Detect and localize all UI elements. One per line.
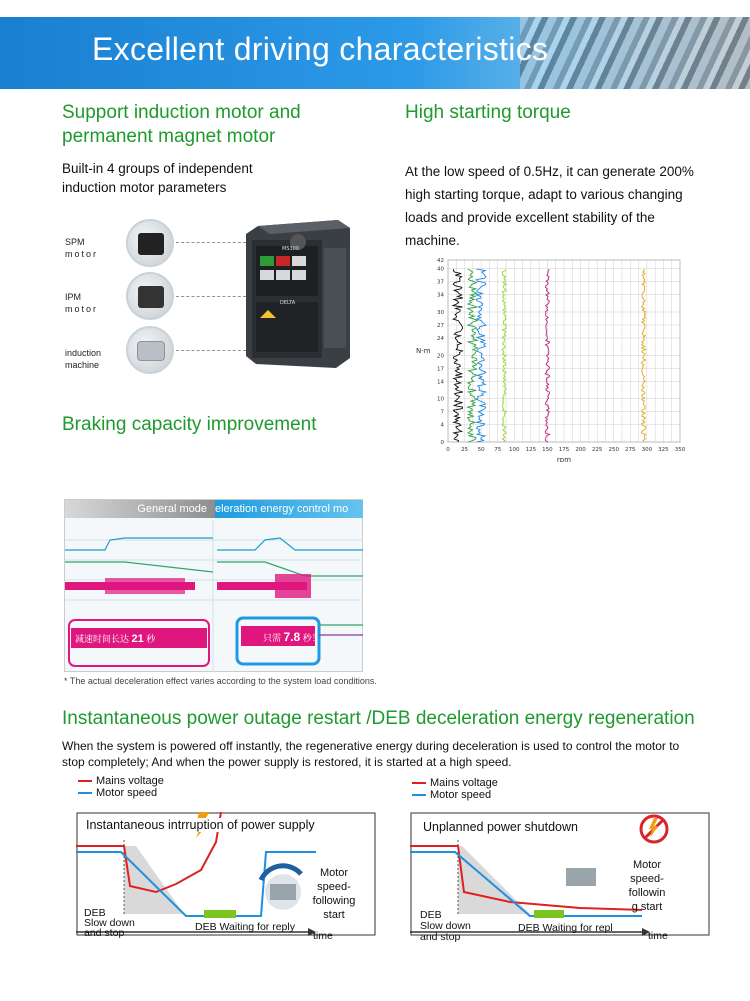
- torque-desc-line1: At the low speed of 0.5Hz, it can generate 200%: [405, 164, 694, 179]
- x-tick-label: 175: [558, 447, 570, 453]
- x-tick-label: 250: [608, 447, 619, 453]
- induction-motor-icon: [126, 326, 174, 374]
- general-time-label: 减速时间长达: [75, 634, 130, 644]
- decel-time-unit: 秒！: [302, 633, 321, 643]
- mains-swatch: [412, 782, 426, 784]
- drive-brand: DELTA: [280, 300, 296, 306]
- y-tick-label: 40: [437, 266, 444, 273]
- torque-desc-line4: machine.: [405, 233, 460, 248]
- legend-mains-right: [412, 777, 498, 789]
- x-tick-label: 50: [477, 447, 485, 453]
- right-legend: [412, 777, 498, 801]
- left-deb: DEB: [84, 907, 106, 919]
- ac-drive-image: [246, 218, 352, 368]
- torque-desc-line3: loads and provide excellent stability of the: [405, 210, 655, 225]
- decel-time-label: 只需: [263, 633, 282, 643]
- y-tick-label: 4: [440, 422, 444, 429]
- left-motor-caption: [306, 866, 362, 922]
- torque-heading: High starting torque: [405, 102, 571, 123]
- right-deb: DEB: [420, 909, 442, 921]
- ipm-label-line1: IPM: [65, 292, 82, 302]
- general-time-caption: [75, 632, 155, 645]
- spm-label-line1: SPM: [65, 237, 85, 247]
- y-tick-label: 34: [437, 292, 444, 299]
- y-tick-label: 20: [437, 353, 444, 360]
- page-title: Excellent driving characteristics: [92, 31, 549, 67]
- title-banner: [0, 17, 750, 89]
- left-time-label: time: [313, 930, 333, 942]
- legend-mains-label: Mains voltage: [430, 777, 498, 789]
- right-deb-waiting: DEB Waiting for repl: [518, 922, 613, 934]
- right-motor-line3: followin: [628, 887, 666, 899]
- x-tick-label: 350: [674, 447, 686, 453]
- drive-model: MS300: [282, 246, 300, 252]
- x-tick-label: 300: [641, 447, 653, 453]
- y-tick-label: 30: [437, 310, 444, 316]
- motor-desc-line1: Built-in 4 groups of independent: [62, 161, 253, 176]
- x-tick-label: 275: [625, 447, 636, 453]
- right-motor-line1: Motor: [632, 859, 662, 871]
- y-tick-label: 37: [437, 279, 444, 286]
- right-and-stop: and stop: [420, 931, 461, 943]
- decel-time-value: 7.8: [283, 630, 301, 644]
- y-tick-label: 42: [437, 258, 444, 264]
- legend-speed-right: [412, 789, 498, 801]
- speed-swatch: [412, 794, 426, 796]
- connector-line: [176, 296, 246, 297]
- legend-speed-label: Motor speed: [430, 789, 492, 801]
- legend-mains-label: Mains voltage: [96, 775, 164, 787]
- y-tick-label: 14: [437, 379, 444, 386]
- x-tick-label: 75: [494, 447, 502, 453]
- left-diagram-title: [86, 818, 315, 832]
- connector-line: [176, 242, 246, 243]
- left-legend: [78, 775, 164, 799]
- x-tick-label: 325: [658, 447, 669, 453]
- motor-heading-line1: Support induction motor and: [62, 102, 301, 123]
- tab-general-mode: General mode: [65, 500, 215, 518]
- torque-desc-line2: high starting torque, adapt to various changing: [405, 187, 683, 202]
- ipm-label: [65, 291, 98, 315]
- right-motor-line4: g start: [631, 901, 663, 913]
- mains-swatch: [78, 780, 92, 782]
- y-tick-label: 17: [437, 366, 444, 373]
- y-tick-label: 24: [437, 336, 444, 342]
- right-motor-line2: speed-: [630, 873, 664, 885]
- general-time-value: 21: [131, 633, 144, 645]
- braking-heading: Braking capacity improvement: [62, 414, 317, 435]
- decel-time-caption: [263, 630, 321, 644]
- left-title-part2: rruption of power supply: [181, 818, 315, 832]
- left-motor-line1: Motor: [319, 867, 349, 879]
- right-time-label: time: [648, 930, 668, 942]
- braking-waveforms: [65, 520, 363, 672]
- spm-label: [65, 236, 98, 260]
- spm-label-line2: motor: [65, 249, 99, 259]
- induction-label-line2: machine: [65, 360, 100, 370]
- legend-speed-label: Motor speed: [96, 787, 158, 799]
- y-tick-label: 0: [440, 440, 444, 446]
- left-and-stop: and stop: [84, 927, 125, 939]
- torque-chart: [408, 252, 690, 462]
- connector-line: [176, 350, 246, 351]
- tab-decel-mode: eleration energy control mo: [215, 500, 363, 518]
- power-desc-line1: When the system is powered off instantly, the regenerative energy during deceleration is used to control the motor to: [62, 739, 680, 753]
- power-heading: Instantaneous power outage restart /DEB deceleration energy regeneration: [62, 708, 695, 729]
- x-tick-label: 150: [542, 447, 553, 453]
- y-axis-label: N-m: [416, 347, 431, 355]
- spm-motor-icon: [126, 219, 174, 267]
- y-tick-label: 10: [437, 396, 444, 403]
- braking-comparison: [64, 499, 363, 672]
- left-motor-line3: following: [312, 895, 356, 907]
- y-tick-label: 27: [437, 323, 444, 329]
- legend-mains: [78, 775, 164, 787]
- x-tick-label: 25: [461, 447, 469, 453]
- left-deb-waiting: DEB Waiting for reply: [195, 921, 295, 933]
- left-slow-down: Slow down: [84, 917, 135, 929]
- motor-heading-line2: permanent magnet motor: [62, 126, 276, 147]
- x-axis-label: rpm: [556, 456, 572, 462]
- left-deb-label: [84, 908, 135, 938]
- x-tick-label: 125: [525, 447, 537, 453]
- left-motor-line2: speed-: [317, 881, 351, 893]
- right-diagram-title: Unplanned power shutdown: [423, 820, 578, 834]
- x-tick-label: 225: [591, 447, 603, 453]
- left-title-part1: Instantaneous int: [86, 818, 182, 832]
- x-tick-label: 0: [446, 447, 450, 453]
- induction-label: [65, 347, 101, 371]
- y-tick-label: 7: [440, 409, 444, 416]
- left-motor-line4: start: [323, 909, 345, 921]
- ipm-label-line2: motor: [65, 304, 99, 314]
- power-desc-line2: stop completely; And when the power supply is restored, it is started at a high speed.: [62, 755, 512, 769]
- x-tick-label: 100: [509, 447, 520, 453]
- speed-swatch: [78, 792, 92, 794]
- right-deb-label: [420, 910, 471, 943]
- right-motor-caption: [622, 858, 672, 914]
- induction-label-line1: induction: [65, 348, 102, 358]
- motor-desc-line2: induction motor parameters: [62, 180, 227, 195]
- right-slow-down: Slow down: [420, 920, 471, 932]
- deceleration-note: * The actual deceleration effect varies according to the system load conditions.: [64, 676, 377, 686]
- x-tick-label: 200: [575, 447, 586, 453]
- ipm-motor-icon: [126, 272, 174, 320]
- legend-speed: [78, 787, 164, 799]
- banner-decoration: [520, 17, 750, 89]
- general-time-unit: 秒: [146, 634, 156, 644]
